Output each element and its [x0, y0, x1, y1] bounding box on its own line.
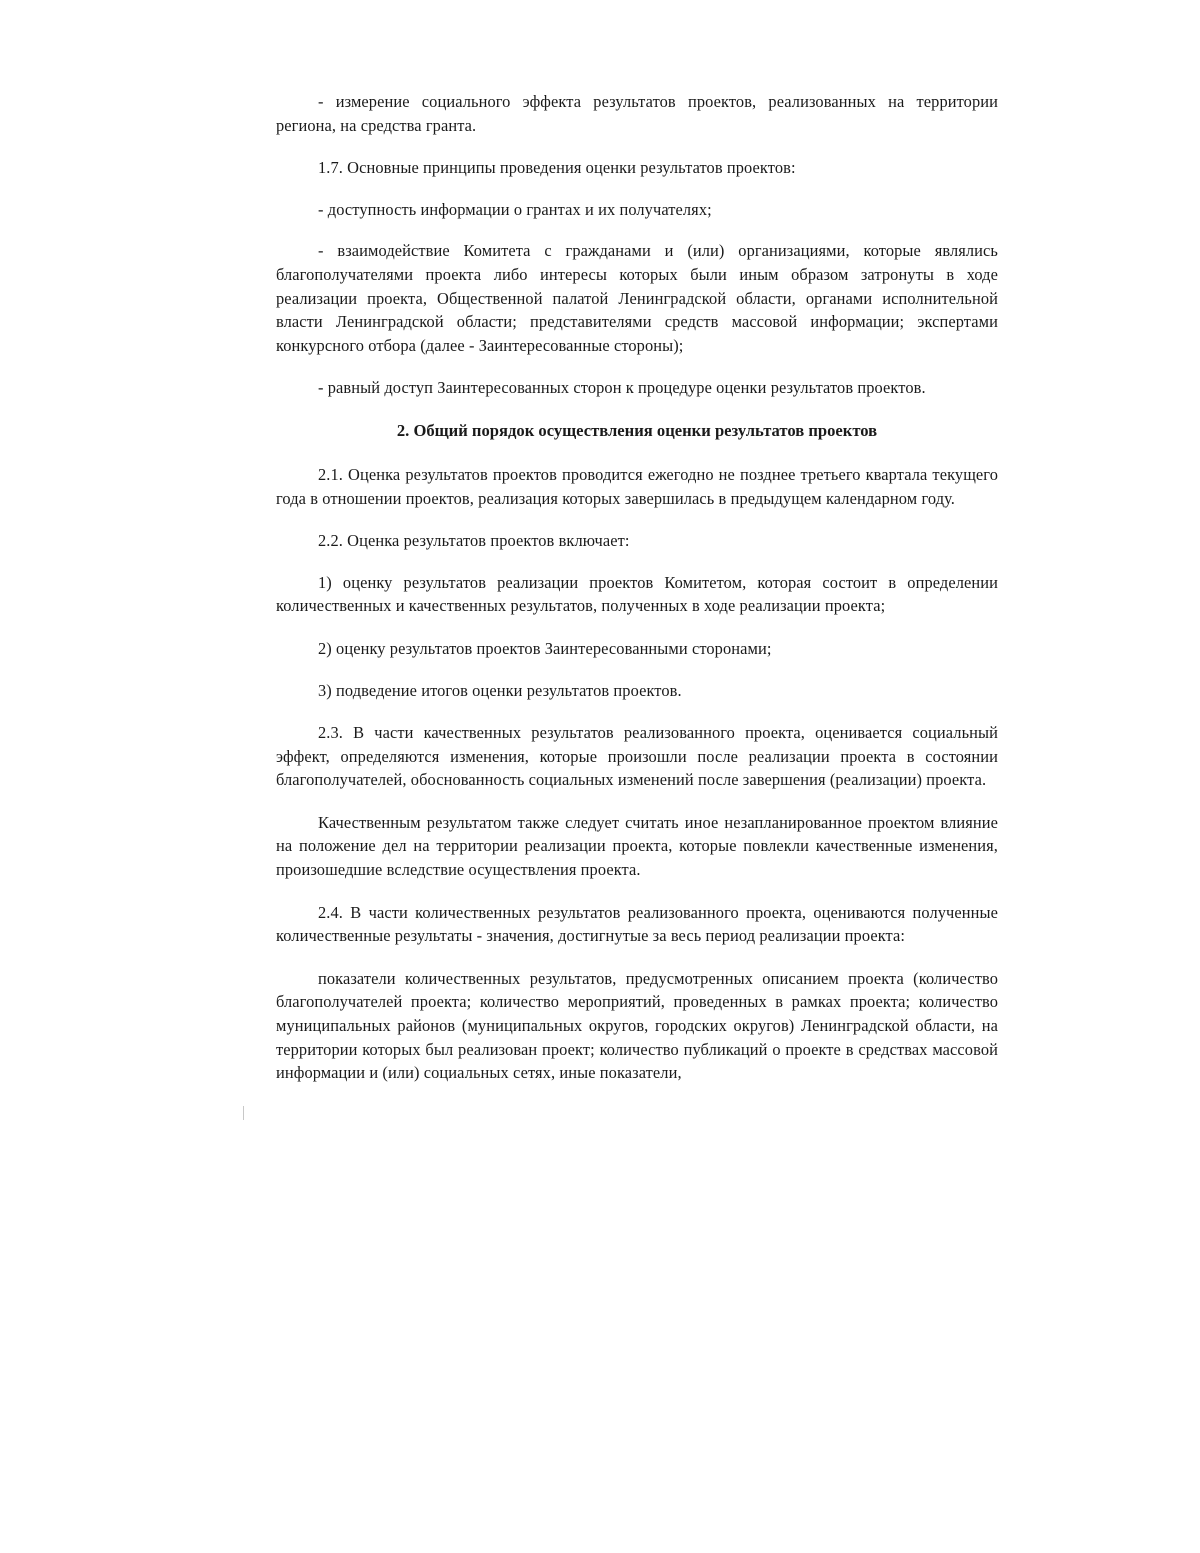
paragraph-2-2-item-1: 1) оценку результатов реализации проектов Комитетом, которая состоит в определении количественных и качественных результатов, полученных в ходе реализации проекта;	[276, 572, 998, 616]
paragraph-principles-intro: 1.7. Основные принципы проведения оценки результатов проектов:	[318, 158, 796, 178]
paragraph-2-1: 2.1. Оценка результатов проектов проводится ежегодно не позднее третьего квартала текущего года в отношении проектов, реализация которых завершилась в предыдущем календарном году.	[276, 464, 998, 508]
paragraph-equal-access: - равный доступ Заинтересованных сторон к процедуре оценки результатов проектов.	[318, 378, 926, 398]
paragraph-2-2-item-3: 3) подведение итогов оценки результатов проектов.	[318, 680, 682, 700]
paragraph-interaction: - взаимодействие Комитета с гражданами и (или) организациями, которые являлись благополучателями проекта либо интересы которых были иным образом затронуты в ходе реализации проекта, Общественной палатой Ленинградской области, органами исполнительной власти Ленинградской области; представителями средств массовой информации; экспертами конкурсного отбора (далее - Заинтересованные стороны);	[276, 241, 998, 355]
paragraph-2-2: 2.2. Оценка результатов проектов включает:	[318, 531, 630, 551]
paragraph-2-4: 2.4. В части количественных результатов реализованного проекта, оцениваются полученные количественные результаты - значения, достигнутые за весь период реализации проекта:	[276, 902, 998, 946]
paragraph-indicators: показатели количественных результатов, предусмотренных описанием проекта (количество благополучателей проекта; количество мероприятий, проведенных в рамках проекта; количество муниципальных районов (муниципальных округов, городских округов) Ленинградской области, на территории которых был реализован проект; количество публикаций о проекте в средствах массовой информации и (или) социальных сетях, иные показатели,	[276, 968, 998, 1083]
document-body	[276, 90, 998, 1104]
scan-artifact-mark	[243, 1106, 244, 1120]
paragraph-qualitative-result: Качественным результатом также следует считать иное незапланированное проектом влияние на положение дел на территории реализации проекта, которые повлекли качественные изменения, произошедшие вследствие осуществления проекта.	[276, 812, 998, 880]
paragraph-measurement: - измерение социального эффекта результатов проектов, реализованных на территории региона, на средства гранта.	[276, 92, 998, 135]
paragraph-2-2-item-2: 2) оценку результатов проектов Заинтересованными сторонами;	[318, 638, 772, 658]
paragraph-2-3: 2.3. В части качественных результатов реализованного проекта, оценивается социальный эффект, определяются изменения, которые произошли после реализации проекта в состоянии благополучателей, обоснованность социальных изменений после завершения (реализации) проекта.	[276, 723, 998, 790]
paragraph-info-access: - доступность информации о грантах и их получателях;	[318, 199, 712, 219]
section-heading: 2. Общий порядок осуществления оценки результатов проектов	[396, 420, 878, 440]
